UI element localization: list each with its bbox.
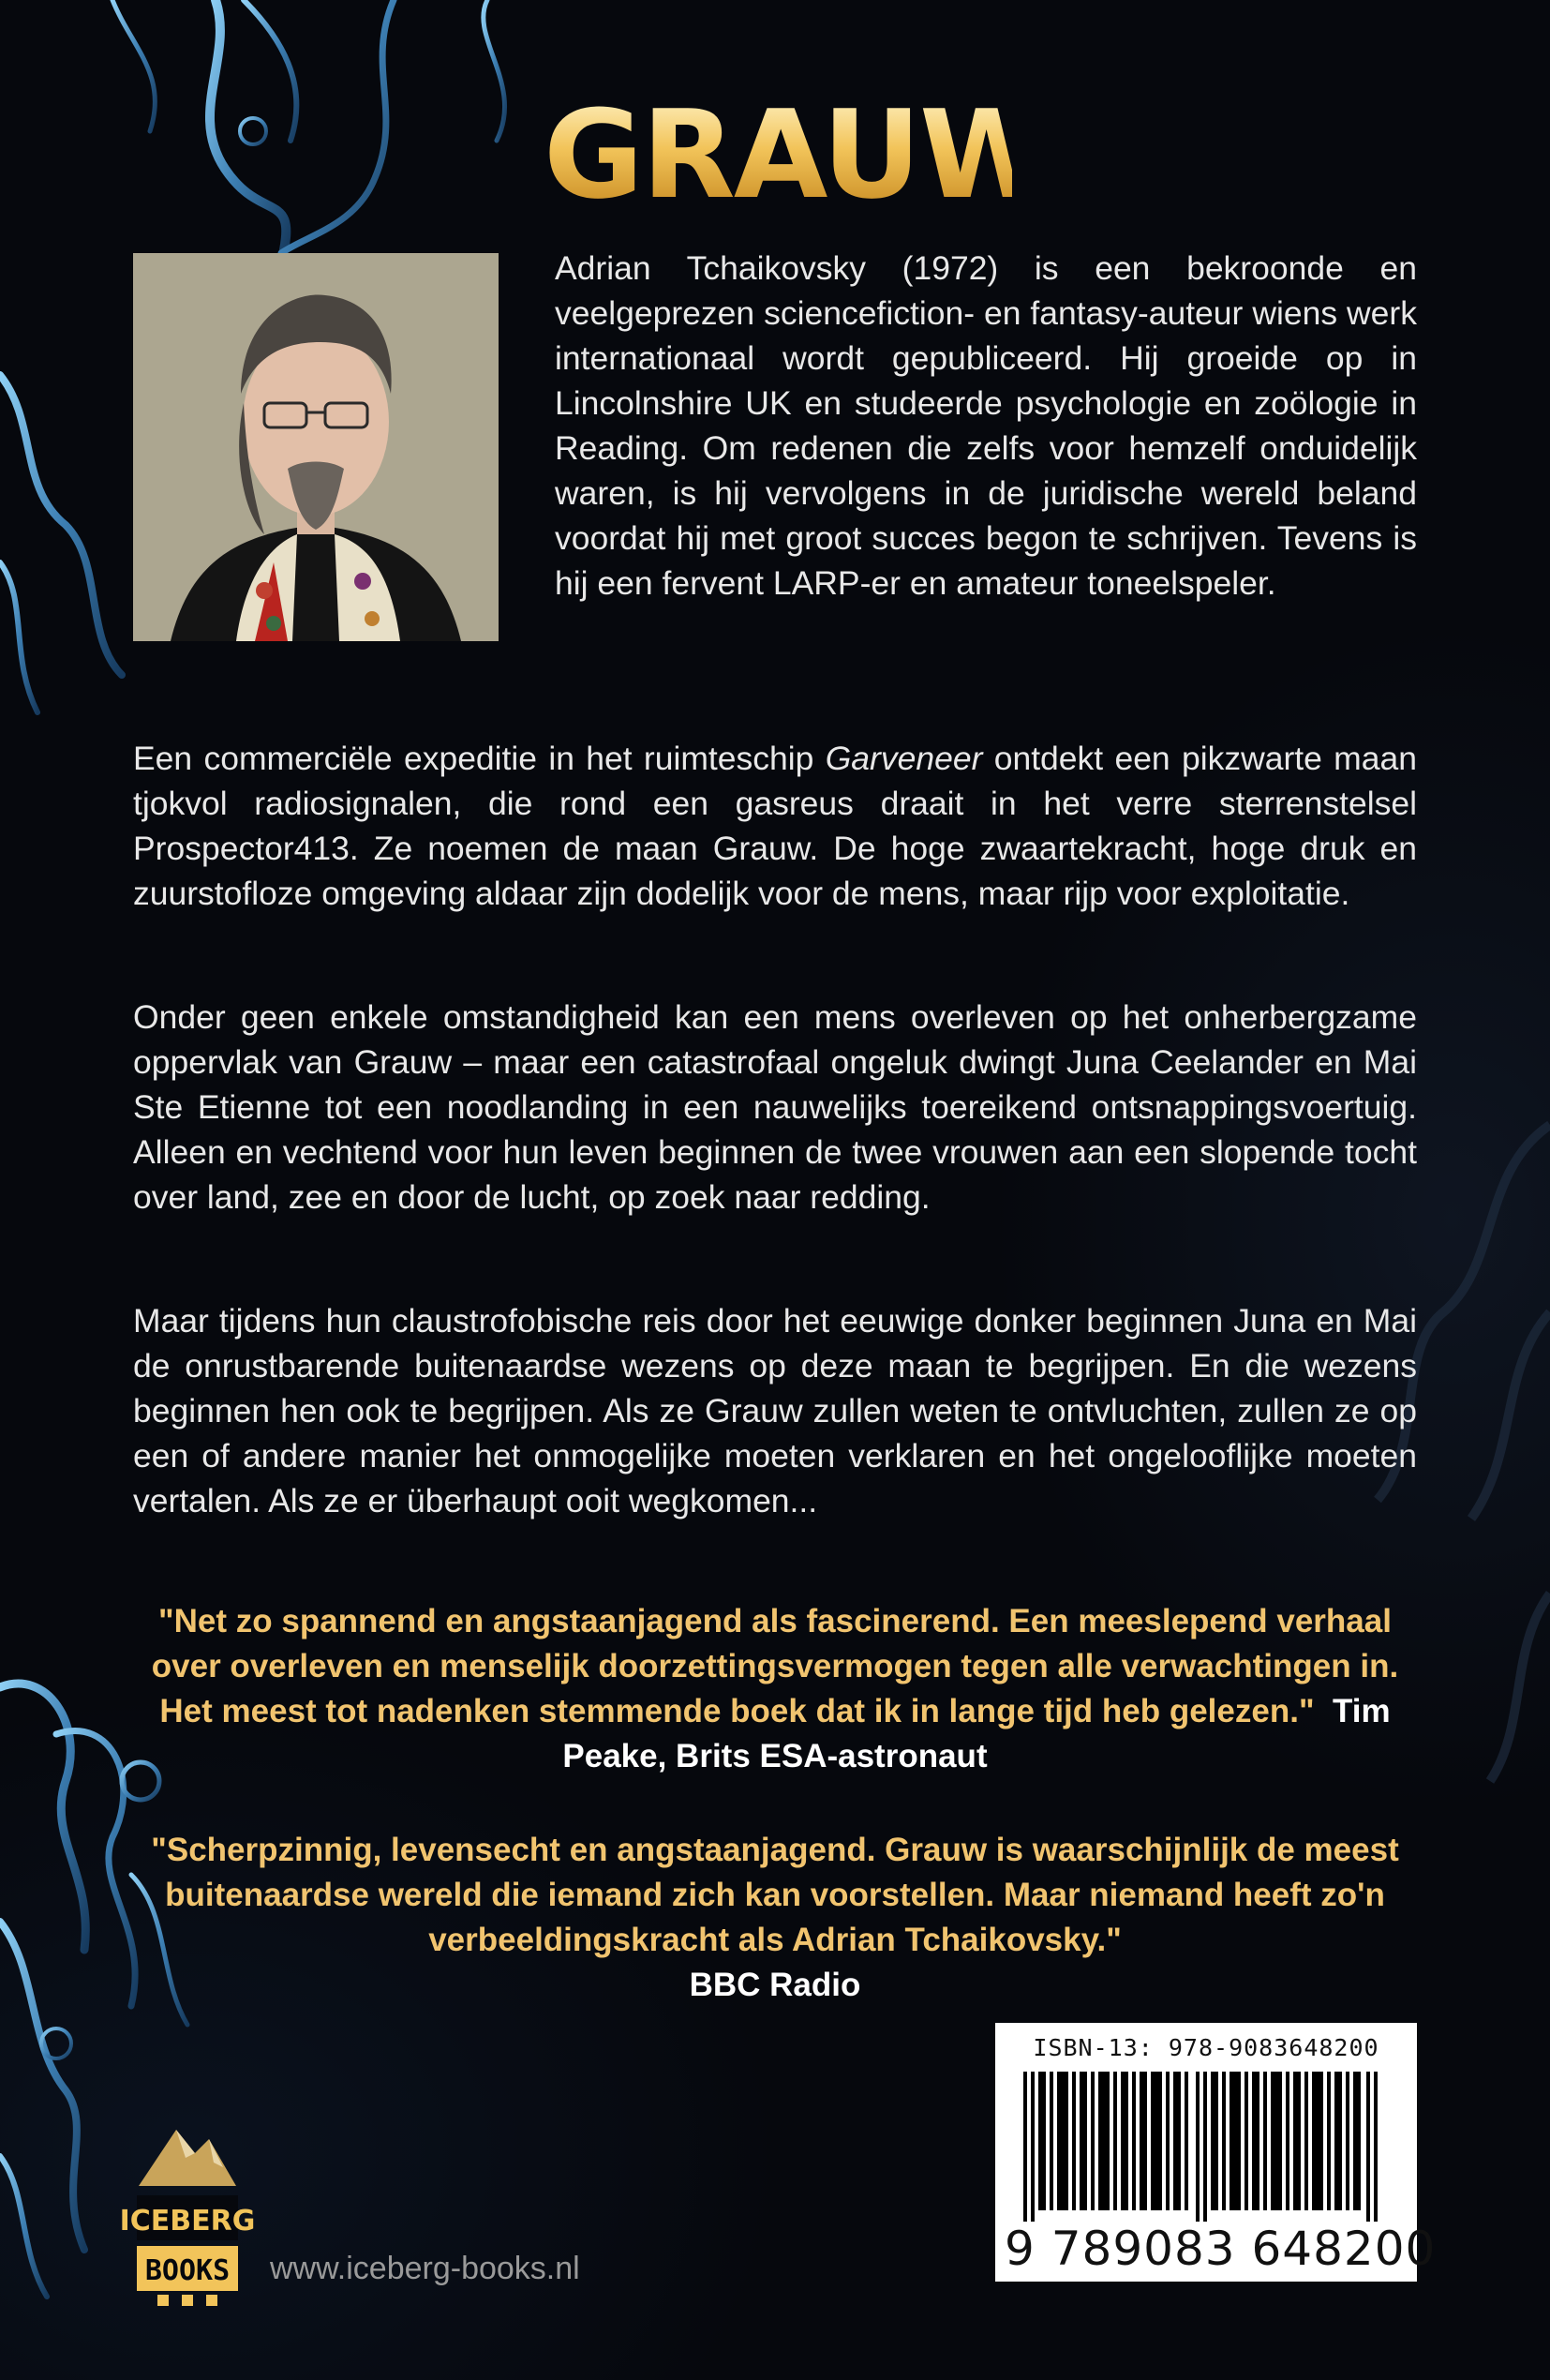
barcode-bars	[1023, 2072, 1389, 2222]
book-title: GRAUW	[544, 83, 1052, 226]
publisher-website: www.iceberg-books.nl	[270, 2251, 580, 2286]
review-quote-1	[133, 1599, 1417, 1779]
review-quote-2-text: "Scherpzinnig, levensecht en angstaanjagend. Grauw is waarschijnlijk de meest buitenaardse wereld die iemand zich kan voorstellen. Maar niemand heeft zo'n verbeeldingskracht als Adrian Tchaikovsky."	[151, 1832, 1399, 1958]
barcode-digits: 9 789083 648200	[1005, 2222, 1437, 2276]
synopsis-1-after: ontdekt een pikzwarte maan tjokvol radiosignalen, die rond een gasreus draait in het verre sterrenstelsel Prospector413. Ze noemen de maan Grauw. De hoge zwaartekracht, hoge druk en zuurstofloze omgeving aldaar zijn dodelijk voor de mens, maar rijp voor exploitatie.	[133, 740, 1417, 912]
logo-text-iceberg: ICEBERG	[119, 2205, 256, 2238]
review-quote-2	[133, 1828, 1417, 2008]
review-quote-1-attribution: Tim Peake, Brits ESA-astronaut	[562, 1693, 1391, 1774]
review-quote-2-attribution: BBC Radio	[689, 1967, 861, 2003]
synopsis-1-before: Een commerciële expeditie in het ruimteschip	[133, 740, 826, 777]
synopsis-paragraph-2: Onder geen enkele omstandigheid kan een mens overleven op het onherbergzame oppervlak van Grauw – maar een catastrofaal ongeluk dwingt Juna Ceelander en Mai Ste Etienne tot een noodlanding in een nauwelijks toereikend ontsnappingsvoertuig. Alleen en vechtend voor hun leven beginnen de twee vrouwen aan een slopende tocht over land, zee en door de lucht, op zoek naar redding.	[133, 998, 1417, 1216]
ship-name: Garveneer	[825, 740, 983, 777]
review-quote-1-text: "Net zo spannend en angstaanjagend als fascinerend. Een meeslepend verhaal over overleven en menselijk doorzettingsvermogen tegen alle verwachtingen in. Het meest tot nadenken stemmende boek dat ik in lange tijd heb gelezen."	[151, 1603, 1399, 1729]
author-bio: Adrian Tchaikovsky (1972) is een bekroonde en veelgeprezen sciencefiction- en fantasy-auteur wiens werk internationaal wordt gepubliceerd. Hij groeide op in Lincolnshire UK en studeerde psychologie en zoölogie in Reading. Om redenen die zelfs voor hemzelf onduidelijk waren, is hij vervolgens in de juridische wereld beland voordat hij met groot succes begon te schrijven. Tevens is hij een fervent LARP-er en amateur toneelspeler.	[555, 249, 1417, 602]
logo-text-books: BOOKS	[144, 2254, 231, 2287]
author-portrait-illustration	[133, 253, 499, 641]
synopsis-paragraph-1	[133, 736, 1417, 916]
barcode-panel	[995, 2023, 1437, 2282]
iceberg-books-logo	[119, 2120, 256, 2308]
isbn-label: ISBN-13: 978-9083648200	[1033, 2034, 1379, 2061]
synopsis-paragraph-3: Maar tijdens hun claustrofobische reis door het eeuwige donker beginnen Juna en Mai de onrustbarende buitenaardse wezens op deze maan te begrijpen. En die wezens beginnen hen ook te begrijpen. Als ze Grauw zullen weten te ontvluchten, zullen ze op een of andere manier het onmogelijke moeten verklaren en het ongelooflijke moeten vertalen. Als ze er überhaupt ooit wegkomen...	[133, 1302, 1417, 1519]
author-photo	[133, 253, 499, 641]
